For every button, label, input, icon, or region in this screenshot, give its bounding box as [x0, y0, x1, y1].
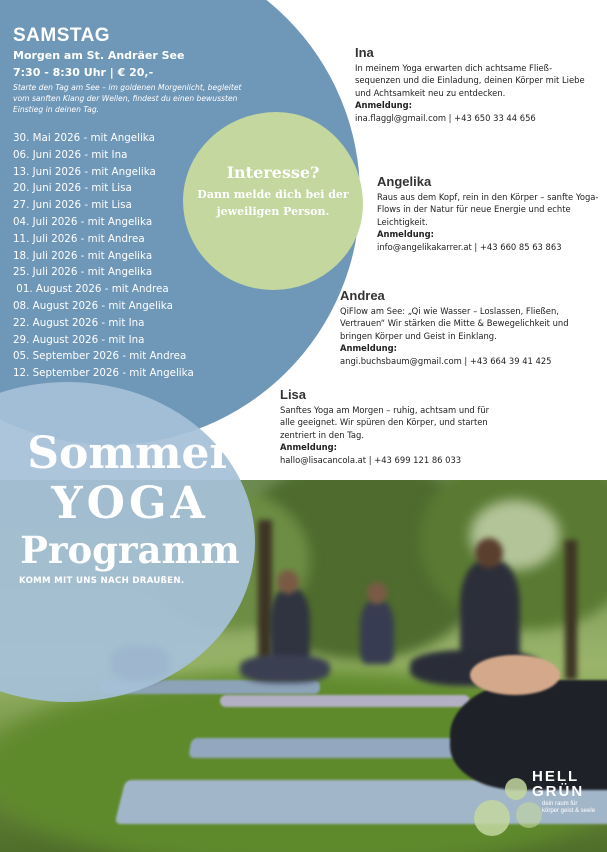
registration-label: Anmeldung: — [340, 343, 397, 354]
teacher-description: Sanftes Yoga am Morgen – ruhig, achtsam und für alle geeignet. Wir spüren den Körper, und starten zentriert in den Tag. — [280, 404, 490, 440]
logo-dot — [505, 778, 527, 800]
date-item: 08. August 2026 - mit Angelika — [13, 299, 173, 312]
intro-text: Starte den Tag am See – im goldenen Morgenlicht, begleitet vom sanften Klang der Wellen, findest du einen bewussten Einstieg in deinen Tag. — [13, 83, 242, 114]
teacher-name: Angelika — [377, 174, 432, 189]
teacher-contact[interactable]: angi.buchsbaum@gmail.com | +43 664 39 41 425 — [340, 355, 552, 366]
location-subtitle: Morgen am St. Andräer See — [13, 49, 185, 62]
teacher-andrea — [340, 290, 590, 368]
program-title — [0, 428, 260, 572]
date-item: 13. Juni 2026 - mit Angelika — [13, 165, 156, 178]
teacher-ina — [355, 47, 595, 125]
tagline: KOMM MIT UNS NACH DRAUßEN. — [19, 576, 185, 586]
date-item: 22. August 2026 - mit Ina — [13, 316, 145, 329]
date-item: 01. August 2026 - mit Andrea — [13, 283, 169, 296]
teacher-name: Ina — [355, 45, 374, 60]
date-item: 11. Juli 2026 - mit Andrea — [13, 232, 145, 245]
registration-label: Anmeldung: — [355, 100, 412, 111]
registration-label: Anmeldung: — [280, 442, 337, 453]
teacher-angelika — [377, 176, 599, 254]
date-item: 20. Juni 2026 - mit Lisa — [13, 182, 132, 195]
teacher-contact[interactable]: info@angelikakarrer.at | +43 660 85 63 863 — [377, 241, 562, 252]
teacher-lisa — [280, 389, 502, 467]
date-item: 27. Juni 2026 - mit Lisa — [13, 199, 132, 212]
title-line-2: YOGA — [51, 478, 209, 529]
logo-line-1: HELL — [532, 768, 580, 785]
day-heading: SAMSTAG — [13, 25, 111, 46]
teacher-name: Andrea — [340, 288, 385, 303]
date-item: 12. September 2026 - mit Angelika — [13, 367, 194, 380]
date-item: 06. Juni 2026 - mit Ina — [13, 148, 128, 161]
date-item: 05. September 2026 - mit Andrea — [13, 350, 187, 363]
registration-label: Anmeldung: — [377, 229, 434, 240]
teacher-description: Raus aus dem Kopf, rein in den Körper – sanfte Yoga-Flows in der Natur für neue Energie und echte Leichtigkeit. — [377, 191, 599, 227]
date-item: 25. Juli 2026 - mit Angelika — [13, 266, 153, 279]
date-item: 18. Juli 2026 - mit Angelika — [13, 249, 153, 262]
date-list — [13, 130, 194, 382]
teacher-name: Lisa — [280, 387, 307, 402]
title-line-3: Programm — [20, 528, 240, 572]
time-price: 7:30 - 8:30 Uhr | € 20,- — [13, 66, 154, 79]
teacher-description: In meinem Yoga erwarten dich achtsame Fließ-sequenzen und die Einladung, deinen Körper mit Liebe und Achtsamkeit neu zu entdecken. — [355, 62, 585, 98]
teacher-contact[interactable]: ina.flaggl@gmail.com | +43 650 33 44 656 — [355, 112, 536, 123]
teacher-description: QiFlow am See: „Qi wie Wasser – Loslassen, Fließen, Vertrauen“ Wir stärken die Mitte & Bewegelichkeit und bringen Körper und Geist in Einklang. — [340, 305, 569, 341]
date-item: 29. August 2026 - mit Ina — [13, 333, 145, 346]
teacher-contact[interactable]: hallo@lisacancola.at | +43 699 121 86 033 — [280, 454, 462, 465]
interesse-text: Dann melde dich bei der jeweiligen Person. — [197, 188, 349, 218]
logo-line-2: GRÜN — [532, 783, 585, 800]
title-line-1: Sommer — [27, 428, 233, 479]
interesse-callout — [190, 163, 356, 220]
interesse-headline: Interesse? — [226, 163, 320, 182]
date-item: 04. Juli 2026 - mit Angelika — [13, 215, 153, 228]
logo-dot — [474, 800, 510, 836]
logo-tagline: dein raum für körper geist & seele — [542, 801, 596, 814]
date-item: 30. Mai 2026 - mit Angelika — [13, 132, 155, 144]
hellgruen-logo — [532, 769, 596, 815]
